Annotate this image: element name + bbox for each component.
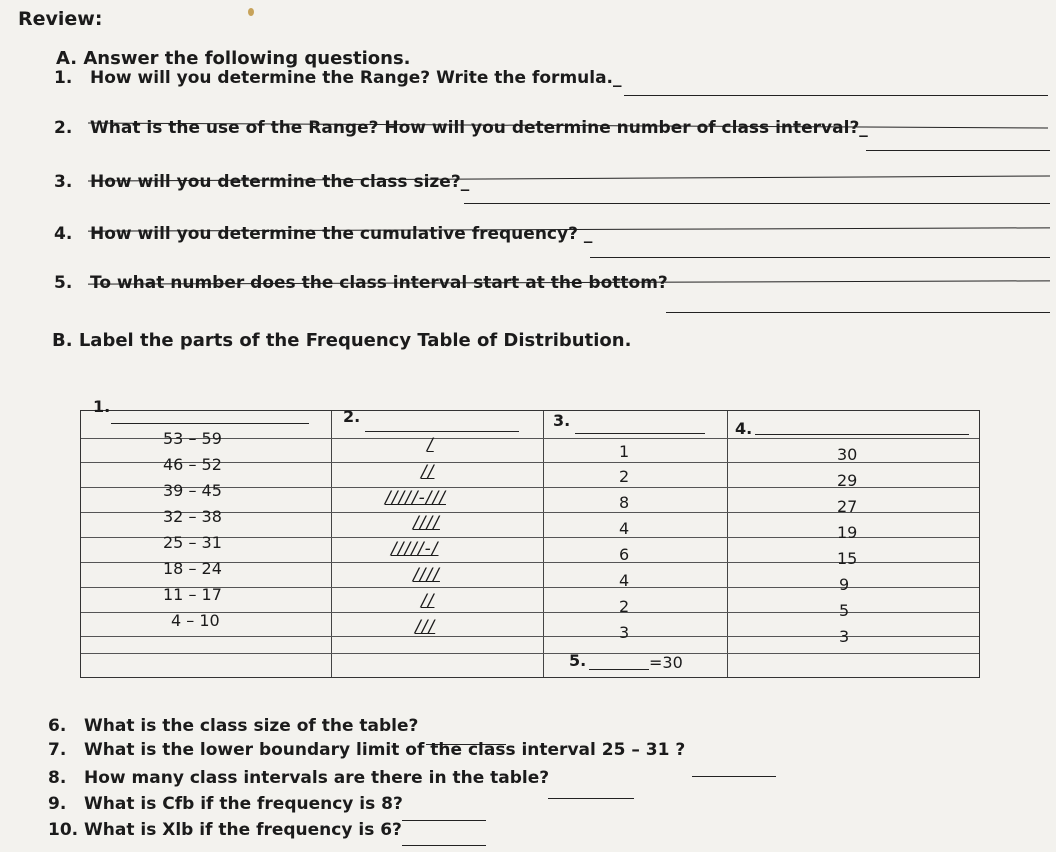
cumulative-frequency: 9 [839,575,850,594]
class-interval: 46 – 52 [163,455,222,474]
answer-line-5a[interactable] [666,312,1050,313]
class-interval: 18 – 24 [163,559,222,578]
question-10: 10. What is Xlb if the frequency is 6? [48,820,402,840]
class-interval: 53 – 59 [163,429,222,448]
frequency-value: 8 [619,493,630,512]
tally-marks: //// [413,513,440,533]
class-interval: 32 – 38 [163,507,222,526]
answer-line-2a[interactable] [866,150,1050,151]
column-divider [727,411,728,677]
header-answer-line-4[interactable] [755,434,969,435]
answer-line-7[interactable] [692,776,776,777]
header-answer-line-2[interactable] [365,431,519,432]
ink-mark [248,8,254,16]
tally-marks: /////-/// [385,488,446,508]
header-label-4: 4. [735,419,753,438]
question-6: 6. What is the class size of the table? [48,716,419,736]
tally-marks: /////-/ [391,539,439,559]
header-answer-line-3[interactable] [575,433,705,434]
frequency-value: 6 [619,545,630,564]
frequency-value: 3 [619,623,630,642]
frequency-value: 2 [619,597,630,616]
cumulative-frequency: 3 [839,627,850,646]
class-interval: 4 – 10 [171,611,220,630]
row-divider [81,653,979,654]
question-2: 2. What is the use of the Range? How will you determine number of class interval?_ [54,118,868,138]
cumulative-frequency: 5 [839,601,850,620]
question-7: 7. What is the lower boundary limit of the class interval 25 – 31 ? [48,740,686,760]
section-b-title: B. Label the parts of the Frequency Table of Distribution. [52,330,632,351]
answer-line-8[interactable] [548,798,634,799]
question-4: 4. How will you determine the cumulative frequency? _ [54,224,593,244]
total-frequency: =30 [649,653,683,672]
answer-line-10[interactable] [402,845,486,846]
question-8: 8. How many class intervals are there in the table? [48,768,550,788]
question-5: 5. To what number does the class interval start at the bottom? [54,273,668,293]
cumulative-frequency: 30 [837,445,858,464]
question-3: 3. How will you determine the class size?_ [54,172,470,192]
total-answer-line[interactable] [589,669,649,670]
column-divider [331,411,332,677]
class-interval: 25 – 31 [163,533,222,552]
question-1: 1. How will you determine the Range? Write the formula._ [54,68,622,88]
column-divider [543,411,544,677]
answer-line-9[interactable] [402,820,486,821]
review-heading: Review: [18,8,103,30]
frequency-value: 1 [619,442,630,461]
cumulative-frequency: 15 [837,549,858,568]
tally-marks: // [421,591,435,611]
answer-line-4a[interactable] [590,257,1050,258]
cumulative-frequency: 27 [837,497,858,516]
tally-marks: //// [413,565,440,585]
tally-marks: // [421,462,435,482]
header-label-3: 3. [553,411,571,430]
header-answer-line-1[interactable] [111,423,309,424]
frequency-value: 4 [619,519,630,538]
answer-line-1a[interactable] [624,95,1048,96]
tally-marks: /// [415,617,436,637]
class-interval: 39 – 45 [163,481,222,500]
cumulative-frequency: 29 [837,471,858,490]
question-9: 9. What is Cfb if the frequency is 8? [48,794,403,814]
header-label-1: 1. [93,397,111,416]
header-label-2: 2. [343,407,361,426]
total-label: 5. [569,651,587,670]
cumulative-frequency: 19 [837,523,858,542]
frequency-value: 4 [619,571,630,590]
frequency-value: 2 [619,467,630,486]
tally-marks: / [427,435,434,455]
class-interval: 11 – 17 [163,585,222,604]
section-a-title: A. Answer the following questions. [56,48,411,69]
answer-line-3a[interactable] [464,203,1050,204]
frequency-table [80,397,980,678]
